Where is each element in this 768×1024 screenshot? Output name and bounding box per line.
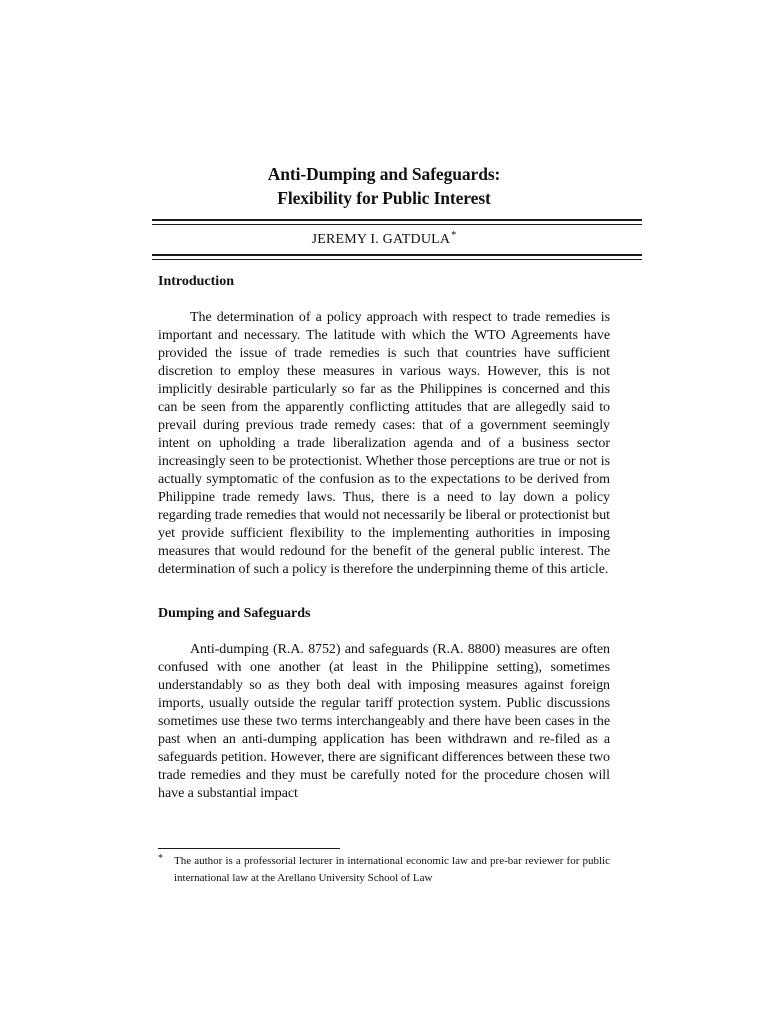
- footnote-separator: [158, 848, 340, 849]
- author-footnote-marker: *: [451, 230, 457, 241]
- footnote-text: The author is a professorial lecturer in international economic law and pre-bar reviewer for public international law at the Arellano University School of Law: [174, 855, 610, 884]
- footnote: [158, 853, 610, 887]
- paragraph-dumping-safeguards: Anti-dumping (R.A. 8752) and safeguards (R.A. 8800) measures are often confused with one another (at least in the Philippine setting), sometimes understandably so as they both deal with imposing measures against foreign imports, usually outside the regular tariff protection system. Public discussions sometimes use these two terms interchangeably and there have been cases in the past when an anti-dumping application has been withdrawn and re-filed as a safeguards petition. However, there are significant differences between these two trade remedies and they must be carefully noted for the procedure chosen will have a substantial impact: [158, 642, 610, 801]
- title-rule-bottom: [152, 254, 642, 260]
- section-heading-dumping-safeguards: Dumping and Safeguards: [158, 606, 311, 621]
- text-column: [158, 162, 610, 803]
- section-heading-introduction: Introduction: [158, 274, 234, 289]
- footnote-marker: *: [158, 853, 163, 864]
- article-title-line-2: Flexibility for Public Interest: [277, 188, 491, 208]
- article-title-line-1: Anti-Dumping and Safeguards:: [267, 164, 501, 184]
- paragraph-introduction: The determination of a policy approach with respect to trade remedies is important and necessary. The latitude with which the WTO Agreements have provided the issue of trade remedies is such that countries have sufficient discretion to employ these measures in various ways. However, this is not implicitly desirable particularly so far as the Philippines is concerned and this can be seen from the apparently conflicting attitudes that are allegedly said to prevail during previous trade remedy cases: that of a government seemingly intent on upholding a trade liberalization agenda and of a business sector increasingly seen to be protectionist. Whether those perceptions are true or not is actually symptomatic of the confusion as to the expectations to be derived from Philippine trade remedy laws. Thus, there is a need to lay down a policy regarding trade remedies that would not necessarily be liberal or protectionist but yet provide sufficient flexibility to the implementing authorities in imposing measures that would redound for the benefit of the general public interest. The determination of such a policy is therefore the underpinning theme of this article.: [158, 310, 610, 577]
- author-name: JEREMY I. GATDULA: [311, 232, 451, 247]
- author-line: [158, 225, 610, 254]
